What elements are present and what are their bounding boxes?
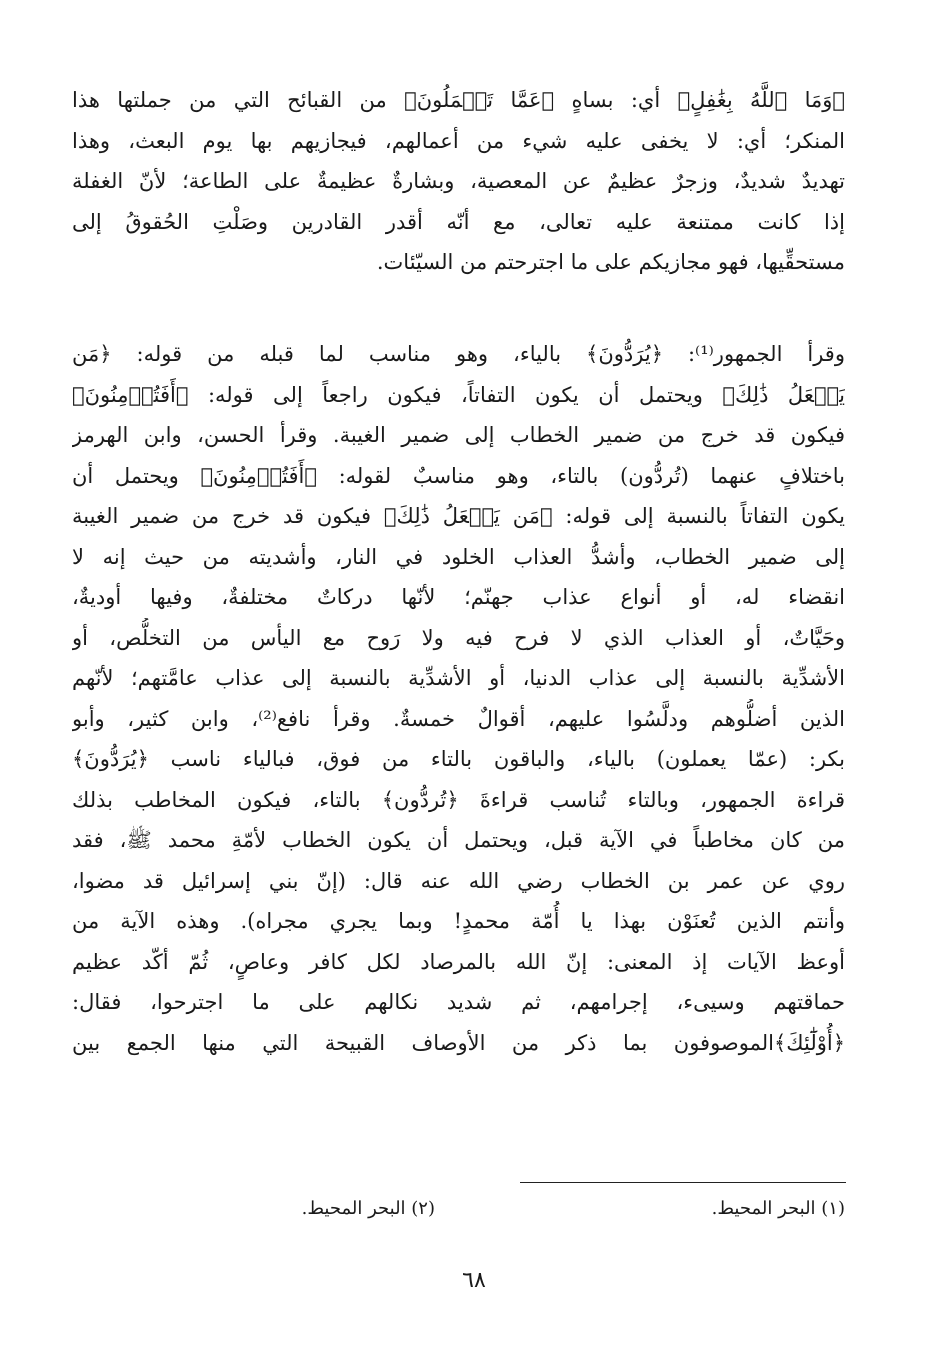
text-line: يكون التفاتاً بالنسبة إلى قوله: ﴿مَن يَفۡعَلُ ذَٰلِكَ﴾ فيكون قد خرج من ضمير الغيبة: [72, 504, 845, 528]
page-number: ٦٨: [462, 1268, 486, 1293]
text-line: من كان مخاطباً في الآية قبل، ويحتمل أن يكون الخطاب لأمّةِ محمد ﷺ، فقد: [72, 828, 845, 852]
paragraph-1: [72, 80, 845, 283]
text-line: ﴿وَمَا ٱللَّهُ بِغَٰفِلٍ﴾ أي: بساهٍ ﴿عَمَّا تَعۡمَلُونَ﴾ من القبائح التي من جملتها هذا: [72, 88, 845, 112]
text-line: إذا كانت ممتنعة عليه تعالى، مع أنّه أقدر القادرين وصَلْتِ الحُقوقُ إلى: [72, 209, 845, 234]
text-line: وأنتم الذين تُعنَوْن بهذا يا أُمّة محمدٍ! وبما يجري مجراه). وهذه الآية من: [72, 909, 845, 933]
text-line: وقرأ الجمهور⁽¹⁾: ﴿يُرَدُّونَ﴾ بالياء، وهو مناسب لما قبله من قوله: ﴿مَن: [72, 342, 845, 366]
text-line: تهديدٌ شديدٌ، وزجرٌ عظيمٌ عن المعصية، وبشارةٌ عظيمةٌ على الطاعة؛ لأنّ الغفلة: [72, 169, 845, 193]
text-line: يَفۡعَلُ ذَٰلِكَ﴾ ويحتمل أن يكون التفاتاً، فيكون راجعاً إلى قوله: ﴿أَفَتُؤۡمِنُونَ﴾: [72, 382, 845, 407]
footnote-2: (٢) البحر المحيط.: [301, 1198, 435, 1219]
footnote-divider: [520, 1182, 846, 1183]
text-line: انقضاء له، أو أنواع عذاب جهنّم؛ لأنّها دركاتٌ مختلفةٌ، وفيها أوديةٌ،: [72, 585, 845, 609]
text-line: فيكون قد خرج من ضمير الخطاب إلى ضمير الغيبة. وقرأ الحسن، وابن الهرمز: [72, 423, 845, 447]
footnote-1: (١) البحر المحيط.: [711, 1198, 845, 1219]
text-line: المنكر؛ أي: لا يخفى عليه شيء من أعمالهم، فيجازيهم بها يوم البعث، وهذا: [72, 128, 845, 153]
text-line: أوعظ الآيات إذ المعنى: إنّ الله بالمرصاد لكل كافر وعاصٍ، ثُمّ أكّد عظيم: [72, 949, 845, 974]
text-line: مستحقِّيها، فهو مجازيكم على ما اجترحتم من السيّئات.: [376, 250, 845, 274]
text-line: روي عن عمر بن الخطاب رضي الله عنه قال: (إنّ بني إسرائيل قد مضوا،: [72, 868, 845, 893]
paragraph-2: [72, 334, 845, 1063]
text-line: إلى ضمير الخطاب، وأشدُّ العذاب الخلود في النار، وأشديته من حيث إنه لا: [72, 544, 845, 569]
footnotes: [200, 1196, 845, 1222]
text-line: حماقتهم وسيىء، إجرامهم، ثم شديد نكالهم على ما اجترحوا، فقال:: [72, 990, 845, 1014]
text-line: بكر: (عمّا يعملون) بالياء، والباقون بالتاء من فوق، فبالياء ناسب ﴿يُرَدُّونَ﴾: [72, 747, 845, 771]
text-line: وحَيَّاتٌ، أو العذاب الذي لا فرح فيه ولا رَوح مع اليأس من التخلُّص، أو: [72, 625, 845, 650]
text-line: باختلافٍ عنهما (تُردُّون) بالتاء، وهو مناسبٌ لقوله: ﴿أَفَتُؤۡمِنُونَ﴾ ويحتمل أن: [72, 463, 845, 488]
text-line: قراءة الجمهور، وبالتاء تُناسب قراءةَ ﴿تُردُّون﴾ بالتاء، فيكون المخاطب بذلك: [72, 787, 845, 812]
text-line: الذين أضلُّوهم ودلَّسُوا عليهم، أقوالٌ خمسةٌ. وقرأ نافع⁽²⁾، وابن كثير، وأبو: [72, 706, 845, 731]
text-line: الأشدِّية بالنسبة إلى عذاب الدنيا، أو الأشدِّية بالنسبة إلى عذاب عامَّتهم؛ لأنّهم: [72, 666, 845, 690]
text-line: ﴿أُوْلَٰٓئِكَ﴾الموصوفون بما ذكر من الأوصاف القبيحة التي منها الجمع بين: [72, 1030, 845, 1055]
